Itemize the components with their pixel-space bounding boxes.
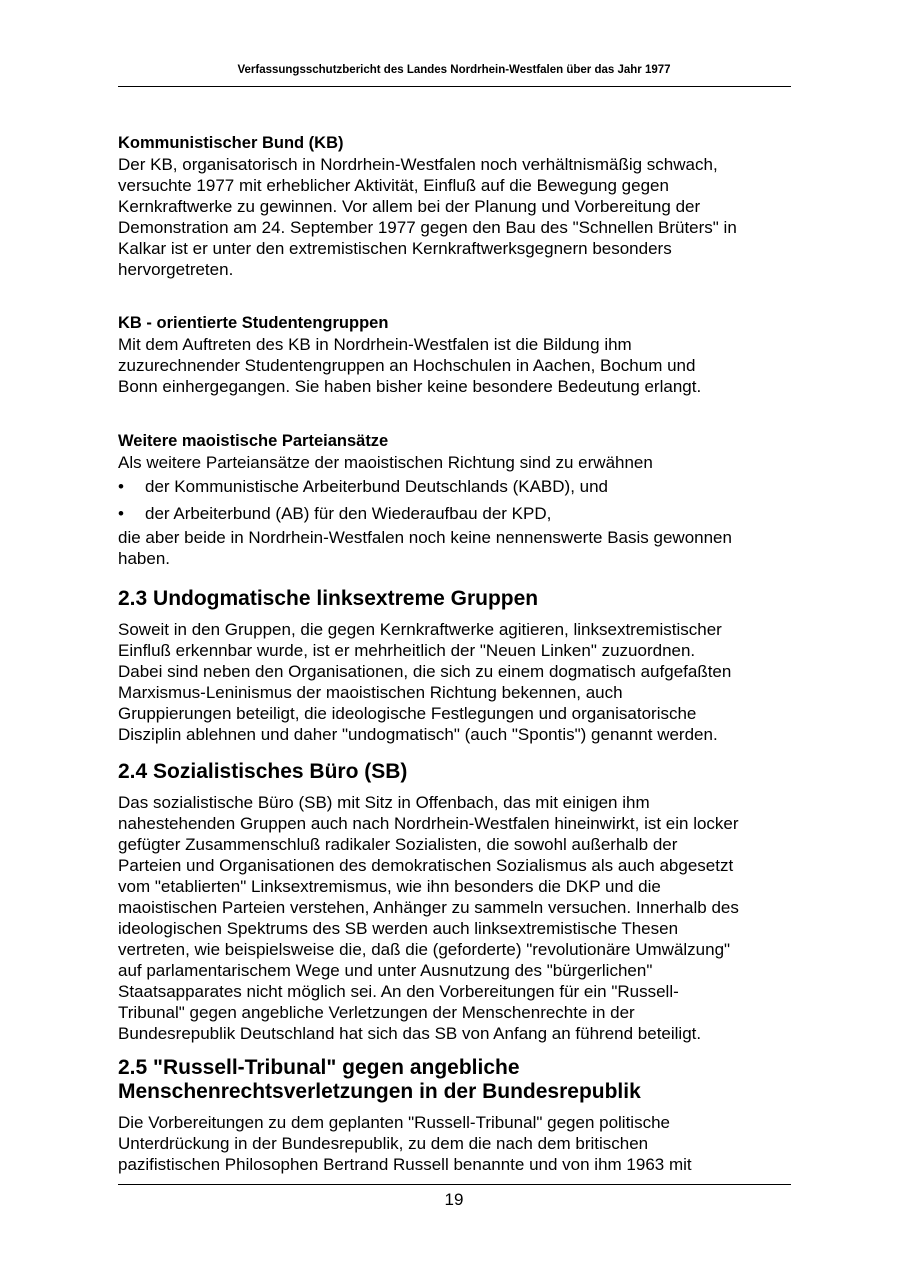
text-line: Gruppierungen beteiligt, die ideologische Festlegungen und organisatorische bbox=[118, 704, 697, 723]
text-line: Mit dem Auftreten des KB in Nordrhein-Westfalen ist die Bildung ihm bbox=[118, 335, 632, 354]
text-line: Marxismus-Leninismus der maoistischen Richtung bekennen, auch bbox=[118, 683, 623, 702]
text-line: auf parlamentarischem Wege und unter Ausnutzung des "bürgerlichen" bbox=[118, 961, 653, 980]
text-line: vom "etablierten" Linksextremismus, wie ihn besonders die DKP und die bbox=[118, 877, 661, 896]
text-line: Kernkraftwerke zu gewinnen. Vor allem bei der Planung und Vorbereitung der bbox=[118, 197, 701, 216]
section-2-5 bbox=[118, 1056, 798, 1175]
bullet-item: • der Arbeiterbund (AB) für den Wiederaufbau der KPD, bbox=[118, 500, 798, 527]
text-line: Bonn einhergegangen. Sie haben bisher keine besondere Bedeutung erlangt. bbox=[118, 377, 702, 396]
section-kb-studenten bbox=[118, 313, 798, 397]
section-kb bbox=[118, 133, 798, 280]
text-line: hervorgetreten. bbox=[118, 260, 234, 279]
text-line: haben. bbox=[118, 549, 170, 568]
text-line: Als weitere Parteiansätze der maoistischen Richtung sind zu erwähnen bbox=[118, 453, 653, 472]
section-2-4 bbox=[118, 760, 798, 1044]
text-line: Einfluß erkennbar wurde, ist er mehrheitlich der "Neuen Linken" zuzuordnen. bbox=[118, 641, 696, 660]
text-line: Unterdrückung in der Bundesrepublik, zu dem die nach dem britischen bbox=[118, 1134, 649, 1153]
text-line: Soweit in den Gruppen, die gegen Kernkraftwerke agitieren, linksextremistischer bbox=[118, 620, 722, 639]
text-line: gefügter Zusammenschluß radikaler Sozialisten, die sowohl außerhalb der bbox=[118, 835, 678, 854]
page-number: 19 bbox=[444, 1190, 464, 1209]
text-line: ideologischen Spektrums des SB werden auch linksextremistische Thesen bbox=[118, 919, 679, 938]
text-line: vertreten, wie beispielsweise die, daß die (geforderte) "revolutionäre Umwälzung" bbox=[118, 940, 731, 959]
section-heading: Kommunistischer Bund (KB) bbox=[118, 134, 344, 152]
text-line: Parteien und Organisationen des demokratischen Sozialismus als auch abgesetzt bbox=[118, 856, 734, 875]
text-line: nahestehenden Gruppen auch nach Nordrhein-Westfalen hineinwirkt, ist ein locker bbox=[118, 814, 739, 833]
text-line: Demonstration am 24. September 1977 gegen den Bau des "Schnellen Brüters" in bbox=[118, 218, 737, 237]
text-line: pazifistischen Philosophen Bertrand Russell benannte und von ihm 1963 mit bbox=[118, 1155, 692, 1174]
text-line: versuchte 1977 mit erheblicher Aktivität, Einfluß auf die Bewegung gegen bbox=[118, 176, 669, 195]
section-heading: 2.4 Sozialistisches Büro (SB) bbox=[118, 760, 408, 783]
text-line: zuzurechnender Studentengruppen an Hochschulen in Aachen, Bochum und bbox=[118, 356, 696, 375]
text-line: Tribunal" gegen angebliche Verletzungen der Menschenrechte in der bbox=[118, 1003, 635, 1022]
section-heading: KB - orientierte Studentengruppen bbox=[118, 314, 389, 332]
section-heading-line: Menschenrechtsverletzungen in der Bundesrepublik bbox=[118, 1080, 641, 1103]
text-line: Bundesrepublik Deutschland hat sich das SB von Anfang an führend beteiligt. bbox=[118, 1024, 702, 1043]
header-rule bbox=[118, 86, 791, 87]
text-line: Die Vorbereitungen zu dem geplanten "Russell-Tribunal" gegen politische bbox=[118, 1113, 670, 1132]
running-header: Verfassungsschutzbericht des Landes Nordrhein-Westfalen über das Jahr 1977 bbox=[237, 64, 671, 76]
text-line: Dabei sind neben den Organisationen, die sich zu einem dogmatisch aufgefaßten bbox=[118, 662, 732, 681]
text-line: Kalkar ist er unter den extremistischen Kernkraftwerksgegnern besonders bbox=[118, 239, 672, 258]
section-heading-line: 2.5 "Russell-Tribunal" gegen angebliche bbox=[118, 1056, 520, 1079]
bullet-item: • der Kommunistische Arbeiterbund Deutschlands (KABD), und bbox=[118, 473, 798, 500]
text-line: Das sozialistische Büro (SB) mit Sitz in Offenbach, das mit einigen ihm bbox=[118, 793, 650, 812]
text-line: Disziplin ablehnen und daher "undogmatisch" (auch "Spontis") genannt werden. bbox=[118, 725, 718, 744]
section-heading: 2.3 Undogmatische linksextreme Gruppen bbox=[118, 587, 539, 610]
section-weitere bbox=[118, 431, 798, 569]
text-line: Der KB, organisatorisch in Nordrhein-Westfalen noch verhältnismäßig schwach, bbox=[118, 155, 718, 174]
section-2-3 bbox=[118, 587, 798, 745]
text-line: die aber beide in Nordrhein-Westfalen noch keine nennenswerte Basis gewonnen bbox=[118, 528, 732, 547]
footer-rule bbox=[118, 1184, 791, 1185]
section-heading: Weitere maoistische Parteiansätze bbox=[118, 432, 389, 450]
text-line: Staatsapparates nicht möglich sei. An den Vorbereitungen für ein "Russell- bbox=[118, 982, 679, 1001]
text-line: maoistischen Parteien verstehen, Anhänger zu sammeln versuchen. Innerhalb des bbox=[118, 898, 739, 917]
